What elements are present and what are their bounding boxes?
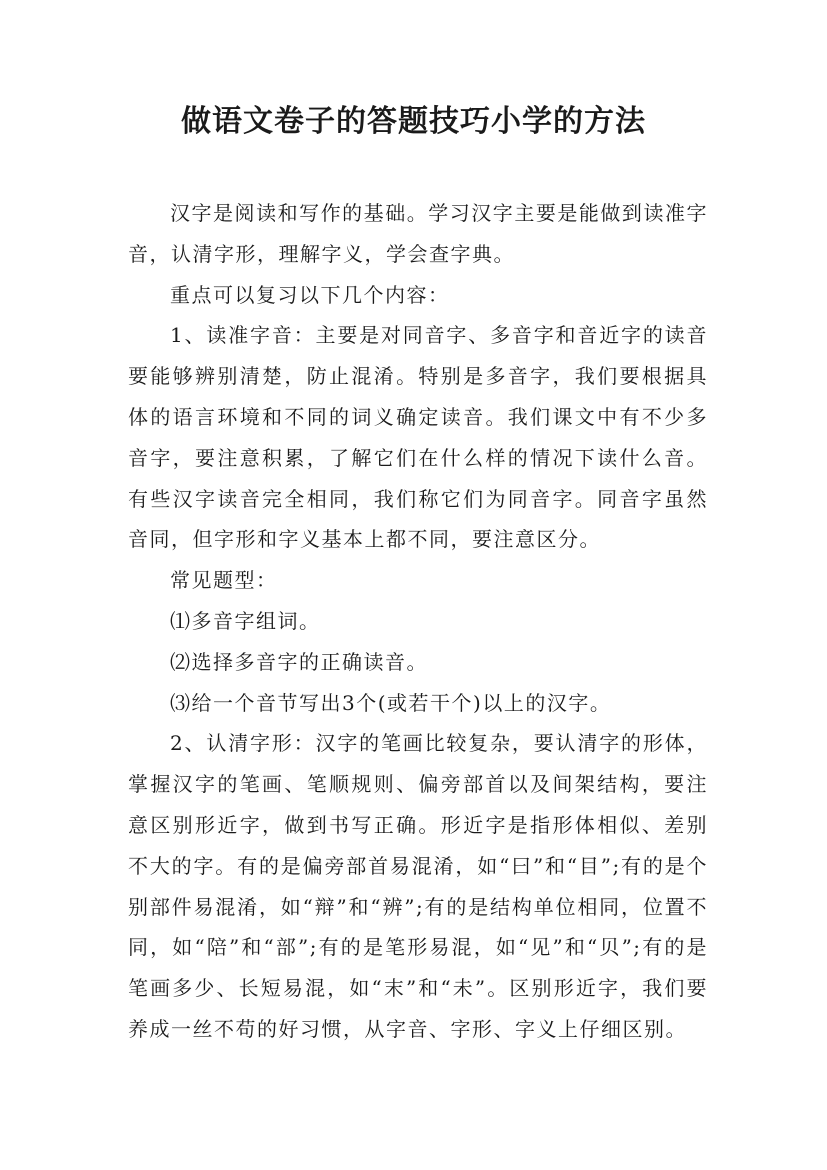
list-item-choose-reading: ⑵选择多音字的正确读音。 — [170, 649, 428, 674]
document-title: 做语文卷子的答题技巧小学的方法 — [181, 104, 646, 139]
paragraph-intro: 汉字是阅读和写作的基础。学习汉字主要是能做到读准字音，认清字形，理解字义，学会查字典。 — [128, 201, 708, 266]
paragraph-review-points: 重点可以复习以下几个内容： — [170, 282, 450, 307]
list-item-syllable-chars: ⑶给一个音节写出3个(或若干个)以上的汉字。 — [170, 690, 612, 715]
paragraph-pronunciation: 1、读准字音：主要是对同音字、多音字和音近字的读音要能够辨别清楚，防止混淆。特别是多音字，我们要根据具体的语言环境和不同的词义确定读音。我们课文中有不少多音字，要注意积累，了解它们在什么样的情况下读什么音。有些汉字读音完全相同，我们称它们为同音字。同音字虽然音同，但字形和字义基本上都不同，要注意区分。 — [128, 323, 708, 552]
document-body — [128, 193, 708, 1050]
paragraph-glyph-forms: 2、认清字形：汉字的笔画比较复杂，要认清字的形体，掌握汉字的笔画、笔顺规则、偏旁部首以及间架结构，要注意区别形近字，做到书写正确。形近字是指形体相似、差别不大的字。有的是偏旁部首易混淆，如“曰”和“目”;有的是个别部件易混淆，如“辩”和“辨”;有的是结构单位相同，位置不同，如“陪”和“部”;有的是笔形易混，如“见”和“贝”;有的是笔画多少、长短易混，如“末”和“未”。区别形近字，我们要养成一丝不苟的好习惯，从字音、字形、字义上仔细区别。 — [128, 731, 708, 1041]
paragraph-common-types: 常见题型： — [170, 568, 278, 593]
list-item-polyphone-words: ⑴多音字组词。 — [170, 608, 321, 633]
